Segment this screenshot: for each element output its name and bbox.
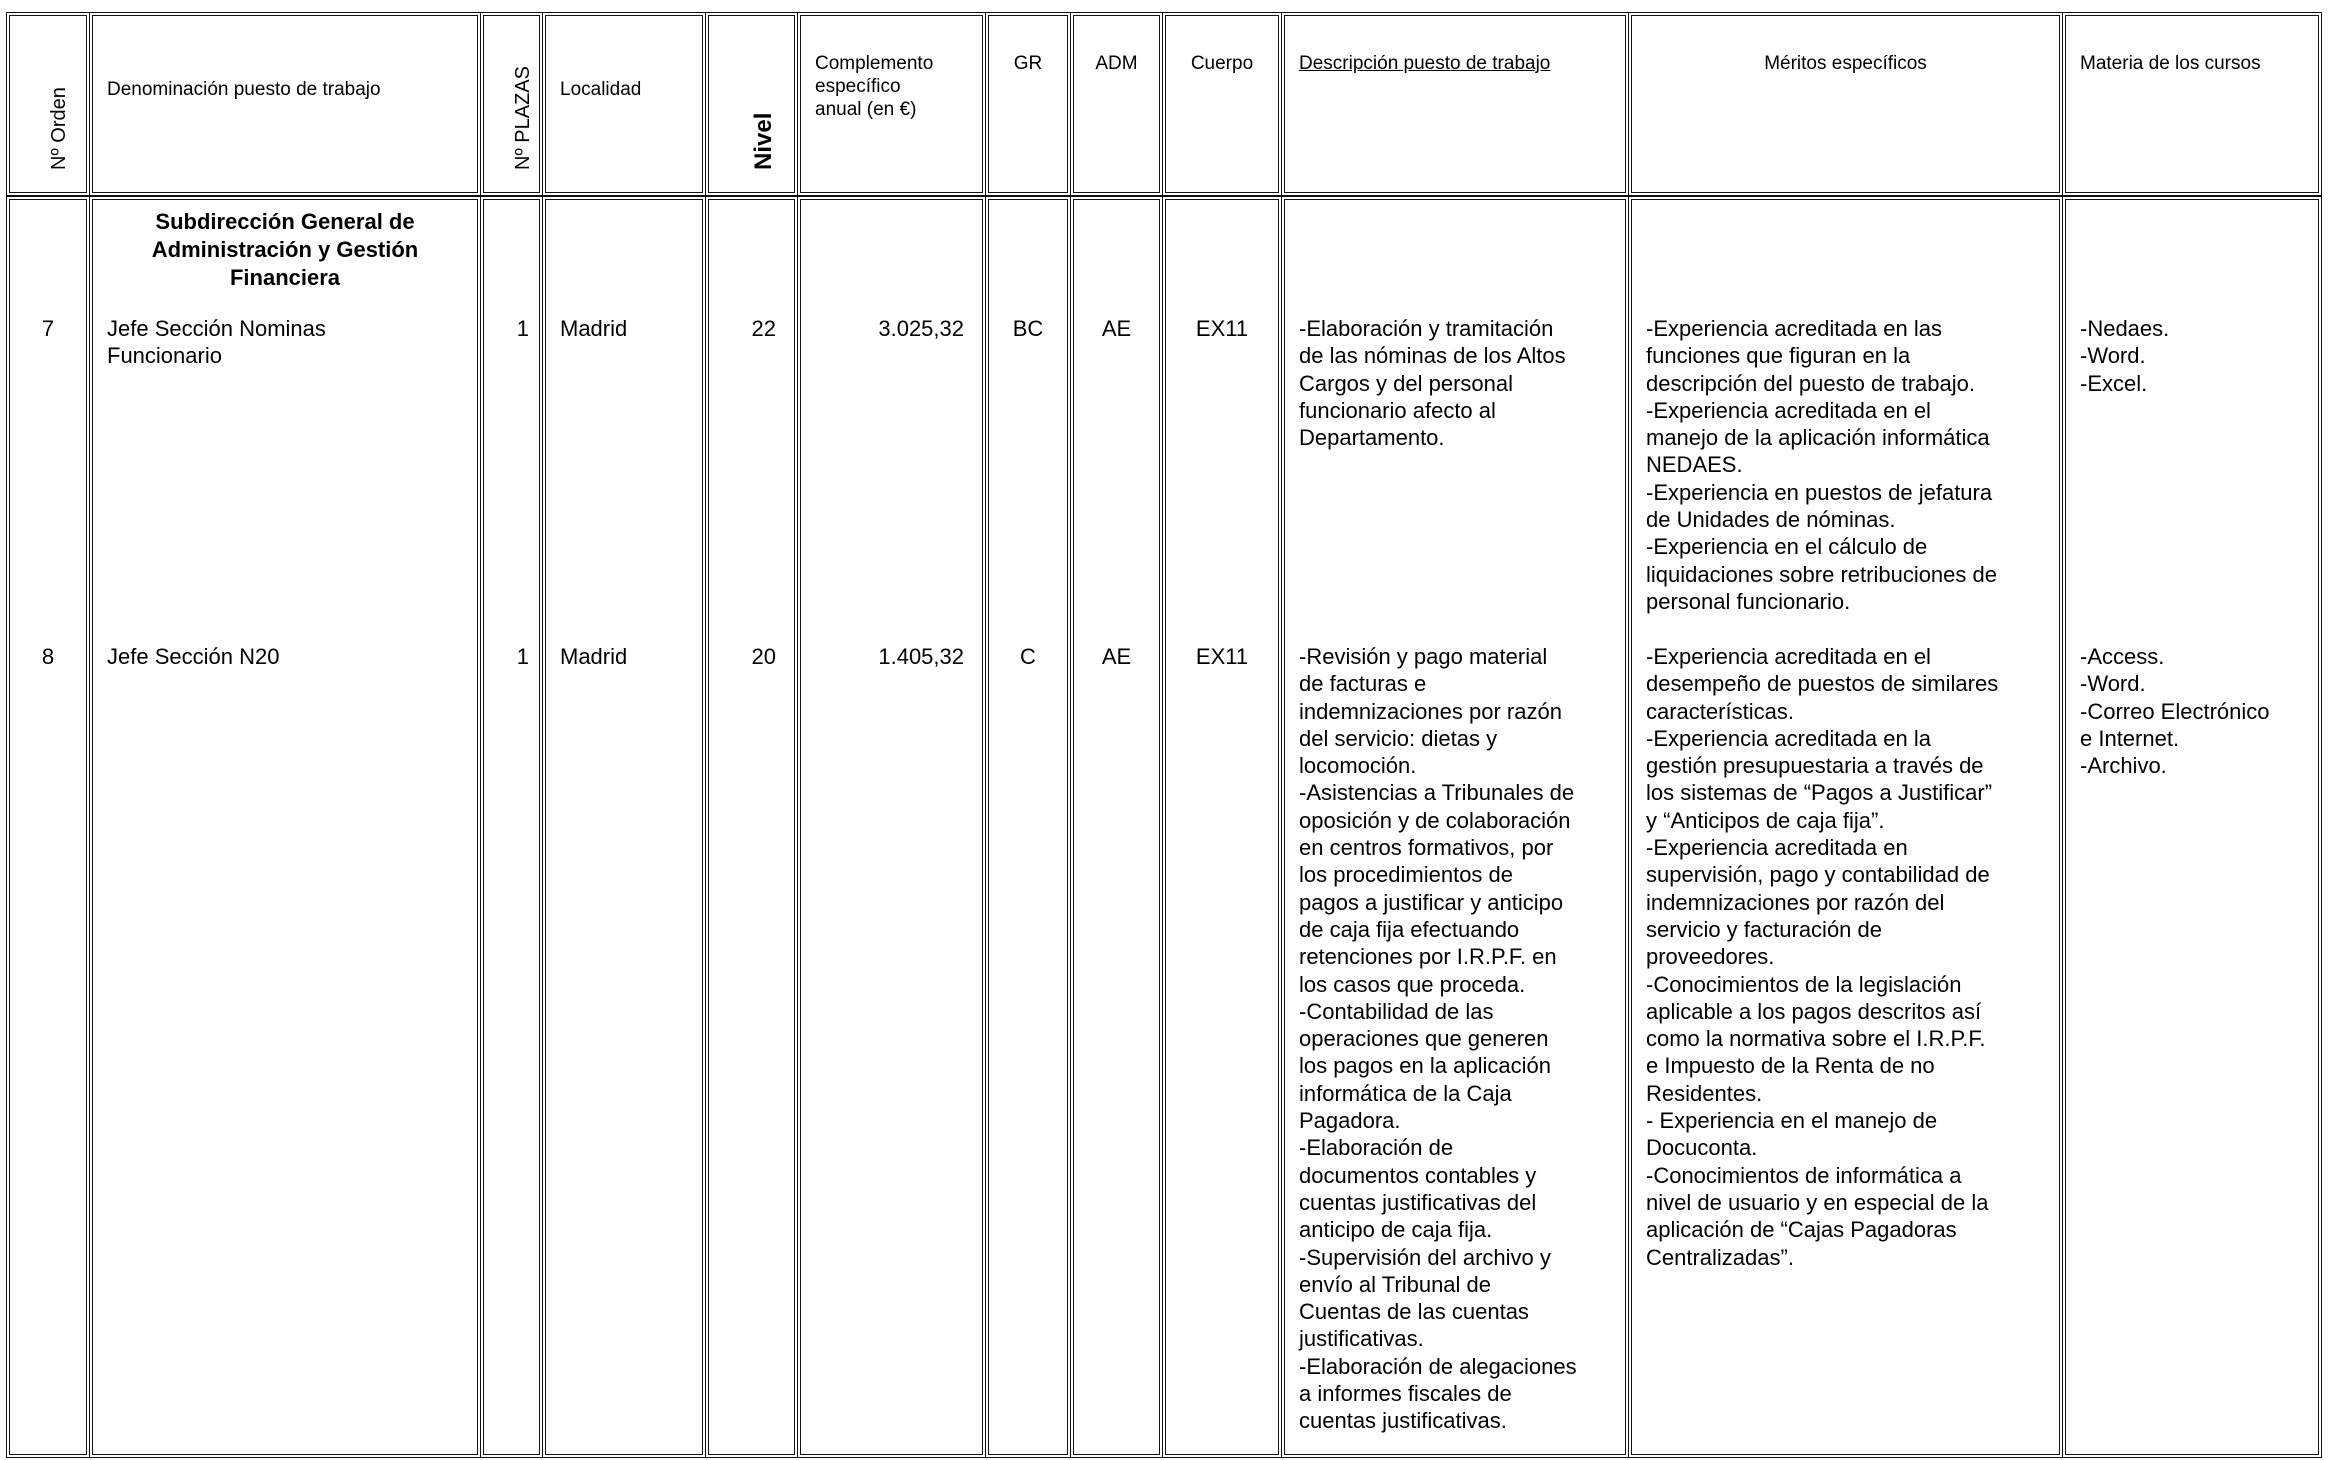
- column-nivel: [705, 196, 798, 1458]
- row-8-materia: -Access. -Word. -Correo Electrónico e Internet. -Archivo.: [2080, 644, 2270, 779]
- header-nivel-label: Nivel: [749, 112, 777, 170]
- header-complemento-label: Complemento específico anual (en €): [815, 53, 934, 120]
- header-gr-label: GR: [1013, 53, 1043, 74]
- column-orden: [6, 196, 90, 1458]
- header-adm-label: ADM: [1095, 53, 1138, 74]
- row-7-denominacion: Jefe Sección Nominas Funcionario: [107, 316, 326, 369]
- row-7-orden: 7: [41, 316, 55, 341]
- column-complemento: [797, 196, 986, 1458]
- header-cuerpo: [1162, 12, 1282, 196]
- header-orden: [6, 12, 90, 196]
- header-descripcion: [1281, 12, 1629, 196]
- header-localidad-label: Localidad: [560, 79, 642, 100]
- row-8-cuerpo: EX11: [1195, 644, 1249, 669]
- column-meritos: [1628, 196, 2063, 1458]
- column-gr: [985, 196, 1071, 1458]
- header-plazas-label: Nº PLAZAS: [511, 65, 534, 170]
- column-adm: [1070, 196, 1163, 1458]
- row-7-gr: BC: [1012, 316, 1044, 341]
- row-8-nivel: 20: [751, 644, 776, 669]
- header-descripcion-wrap: [1299, 52, 1615, 75]
- column-descripcion: [1281, 196, 1629, 1458]
- header-localidad: [542, 12, 706, 196]
- column-cuerpo: [1162, 196, 1282, 1458]
- header-materia-label: Materia de los cursos: [2080, 53, 2261, 74]
- row-8-denominacion: Jefe Sección N20: [107, 644, 280, 669]
- header-gr: [985, 12, 1071, 196]
- header-orden-label: Nº Orden: [48, 87, 70, 170]
- row-8-complemento: 1.405,32: [878, 644, 964, 669]
- row-8-gr: C: [1020, 644, 1036, 669]
- header-complemento: [797, 12, 986, 196]
- header-plazas: [480, 12, 543, 196]
- header-cuerpo-label: Cuerpo: [1190, 53, 1254, 74]
- row-7-meritos: -Experiencia acreditada en las funciones que figuran en la descripción del puesto de trabajo. -Experiencia acreditada en el manejo de la aplicación informática NEDAES. -Experiencia en puestos de jefatura de Unidades de nóminas. -Experiencia en el cálculo de liquidaciones sobre retribuciones de personal funcionario.: [1646, 316, 1997, 614]
- row-7-nivel: 22: [751, 316, 776, 341]
- column-materia: [2062, 196, 2322, 1458]
- row-8-descripcion: -Revisión y pago material de facturas e indemnizaciones por razón del servicio: dietas y locomoción. -Asistencias a Tribunales de oposición y de colaboración en centros formativos, por los procedimientos de pagos a justificar y anticipo de caja fija efectuando retenciones por I.R.P.F. en los casos que proceda. -Contabilidad de las operaciones que generen los pagos en la aplicación informática de la Caja Pagadora. -Elaboración de documentos contables y cuentas justificativas del anticipo de caja fija. -Supervisión del archivo y envío al Tribunal de Cuentas de las cuentas justificativas. -Elaboración de alegaciones a informes fiscales de cuentas justificativas.: [1299, 644, 1577, 1434]
- column-denominacion: [89, 196, 481, 1458]
- row-7-plazas: 1: [516, 316, 529, 341]
- header-descripcion-label: Descripción puesto de trabajo: [1299, 53, 1551, 74]
- row-8-orden: 8: [41, 644, 55, 669]
- row-7-localidad: Madrid: [560, 316, 628, 341]
- column-localidad: [542, 196, 706, 1458]
- row-7-adm: AE: [1101, 316, 1132, 341]
- row-8-adm: AE: [1101, 644, 1132, 669]
- section-title: Subdirección General de Administración y Gestión Financiera: [151, 209, 419, 290]
- header-denominacion-label: Denominación puesto de trabajo: [107, 79, 381, 100]
- header-adm: [1070, 12, 1163, 196]
- row-7-descripcion: -Elaboración y tramitación de las nóminas de los Altos Cargos y del personal funcionario afecto al Departamento.: [1299, 316, 1566, 451]
- row-7-cuerpo: EX11: [1195, 316, 1249, 341]
- header-nivel: [705, 12, 798, 196]
- row-7-complemento: 3.025,32: [878, 316, 964, 341]
- row-8-plazas: 1: [516, 644, 529, 669]
- row-7-materia: -Nedaes. -Word. -Excel.: [2080, 316, 2170, 396]
- column-plazas: [480, 196, 543, 1458]
- row-8-localidad: Madrid: [560, 644, 628, 669]
- header-meritos-label: Méritos específicos: [1764, 53, 1927, 74]
- header-denominacion: [89, 12, 481, 196]
- header-meritos: [1628, 12, 2063, 196]
- header-materia: [2062, 12, 2322, 196]
- row-8-meritos: -Experiencia acreditada en el desempeño de puestos de similares características. -Experiencia acreditada en la gestión presupuestaria a través de los sistemas de “Pagos a Justificar” y “Anticipos de caja fija”. -Experiencia acreditada en supervisión, pago y contabilidad de indemnizaciones por razón del servicio y facturación de proveedores. -Conocimientos de la legislación aplicable a los pagos descritos así como la normativa sobre el I.R.P.F. e Impuesto de la Renta de no Residentes. - Experiencia en el manejo de Docuconta. -Conocimientos de informática a nivel de usuario y en especial de la aplicación de “Cajas Pagadoras Centralizadas”.: [1646, 644, 1999, 1270]
